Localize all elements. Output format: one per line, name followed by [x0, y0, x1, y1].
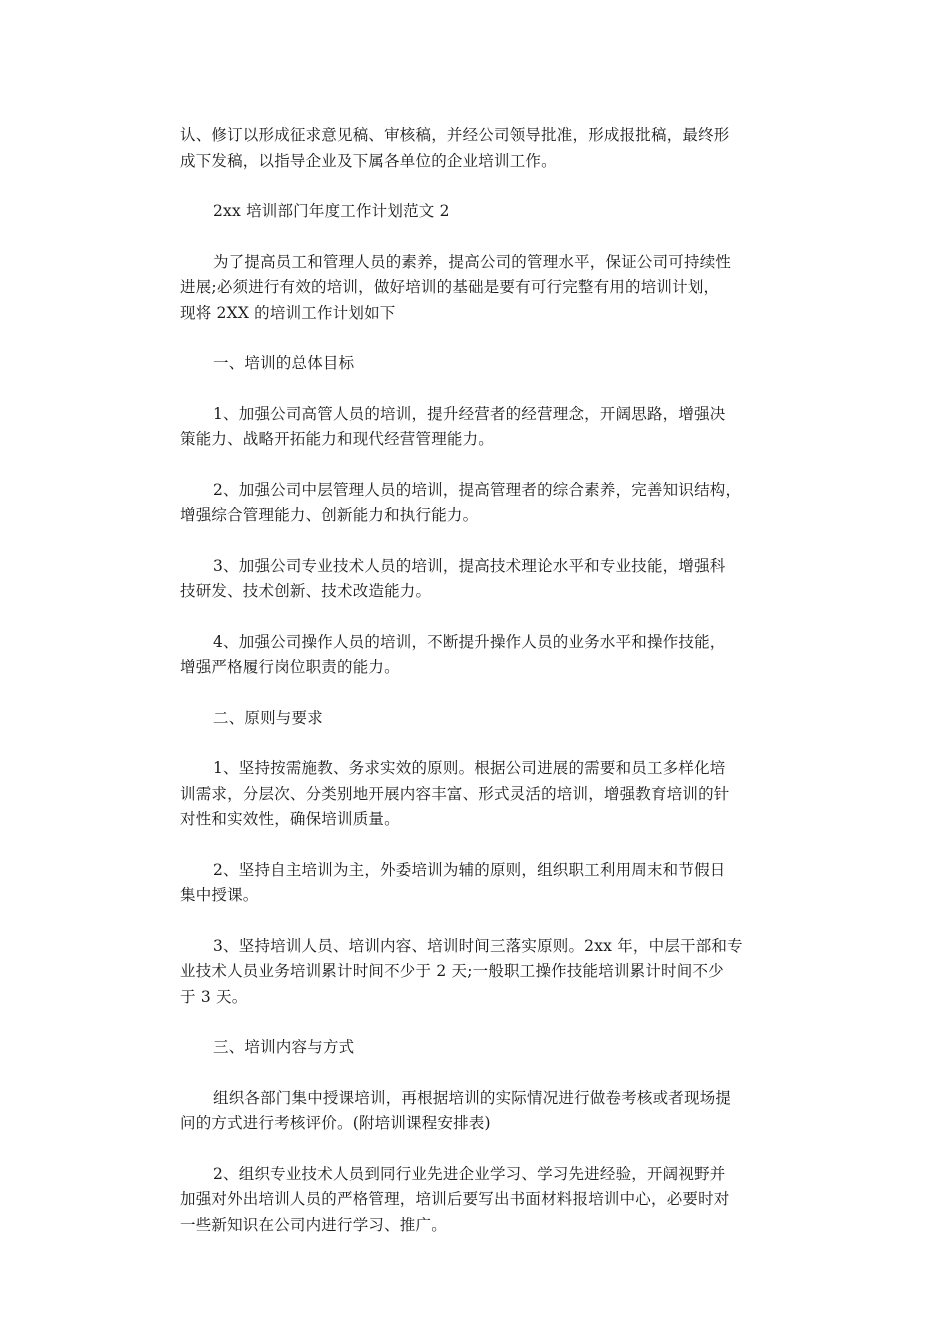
text-line: 认、修订以形成征求意见稿、审核稿，并经公司领导批准，形成报批稿，最终形: [180, 126, 730, 144]
body-paragraph: [180, 756, 780, 833]
section-heading: [180, 706, 780, 732]
text-line: 业技术人员业务培训累计时间不少于 2 天;一般职工操作技能培训累计时间不少: [180, 962, 724, 980]
text-line: 二、原则与要求: [213, 708, 323, 727]
text-line: 三、培训内容与方式: [213, 1038, 355, 1056]
body-paragraph: [180, 123, 780, 174]
section-heading: [180, 1035, 780, 1061]
text-line: 一些新知识在公司内进行学习、推广。: [180, 1215, 447, 1234]
body-paragraph: [180, 1086, 780, 1137]
text-line: 2、坚持自主培训为主，外委培训为辅的原则，组织职工利用周末和节假日: [213, 860, 726, 879]
text-line: 于 3 天。: [180, 987, 248, 1006]
text-line: 3、坚持培训人员、培训内容、培训时间三落实原则。2xx 年，中层干部和专: [213, 936, 743, 955]
text-line: 一、培训的总体目标: [213, 354, 355, 372]
body-paragraph: [180, 478, 780, 529]
text-line: 策能力、战略开拓能力和现代经营管理能力。: [180, 430, 495, 448]
text-line: 2、加强公司中层管理人员的培训，提高管理者的综合素养，完善知识结构，: [213, 480, 742, 499]
section-heading: [180, 351, 780, 377]
body-paragraph: [180, 250, 780, 327]
text-line: 增强严格履行岗位职责的能力。: [180, 658, 400, 676]
text-line: 问的方式进行考核评价。(附培训课程安排表): [180, 1114, 491, 1132]
body-paragraph: [180, 934, 780, 1011]
body-paragraph: [180, 554, 780, 605]
text-line: 成下发稿，以指导企业及下属各单位的企业培训工作。: [180, 151, 557, 170]
text-line: 2xx 培训部门年度工作计划范文 2: [213, 202, 450, 220]
text-line: 3、加强公司专业技术人员的培训，提高技术理论水平和专业技能，增强科: [213, 556, 726, 575]
text-line: 2、组织专业技术人员到同行业先进企业学习、学习先进经验，开阔视野并: [213, 1164, 726, 1183]
text-line: 1、加强公司高管人员的培训，提升经营者的经营理念，开阔思路，增强决: [213, 404, 726, 423]
body-paragraph: [180, 402, 780, 453]
body-paragraph: [180, 630, 780, 681]
text-line: 训需求，分层次、分类别地开展内容丰富、形式灵活的培训，增强教育培训的针: [180, 784, 730, 803]
text-line: 1、坚持按需施教、务求实效的原则。根据公司进展的需要和员工多样化培: [213, 759, 726, 777]
text-line: 为了提高员工和管理人员的素养，提高公司的管理水平，保证公司可持续性: [213, 252, 732, 271]
text-line: 加强对外出培训人员的严格管理，培训后要写出书面材料报培训中心，必要时对: [180, 1190, 730, 1208]
document-page: [180, 123, 780, 1263]
body-paragraph: [180, 1162, 780, 1239]
text-line: 4、加强公司操作人员的培训，不断提升操作人员的业务水平和操作技能，: [213, 632, 726, 651]
section-heading: [180, 199, 780, 225]
text-line: 组织各部门集中授课培训，再根据培训的实际情况进行做卷考核或者现场提: [213, 1088, 732, 1107]
text-line: 集中授课。: [180, 886, 259, 904]
text-line: 技研发、技术创新、技术改造能力。: [180, 582, 432, 600]
body-paragraph: [180, 858, 780, 909]
text-line: 现将 2XX 的培训工作计划如下: [180, 303, 396, 322]
text-line: 增强综合管理能力、创新能力和执行能力。: [180, 506, 479, 524]
text-line: 进展;必须进行有效的培训，做好培训的基础是要有可行完整有用的培训计划，: [180, 278, 720, 296]
text-line: 对性和实效性，确保培训质量。: [180, 810, 400, 828]
